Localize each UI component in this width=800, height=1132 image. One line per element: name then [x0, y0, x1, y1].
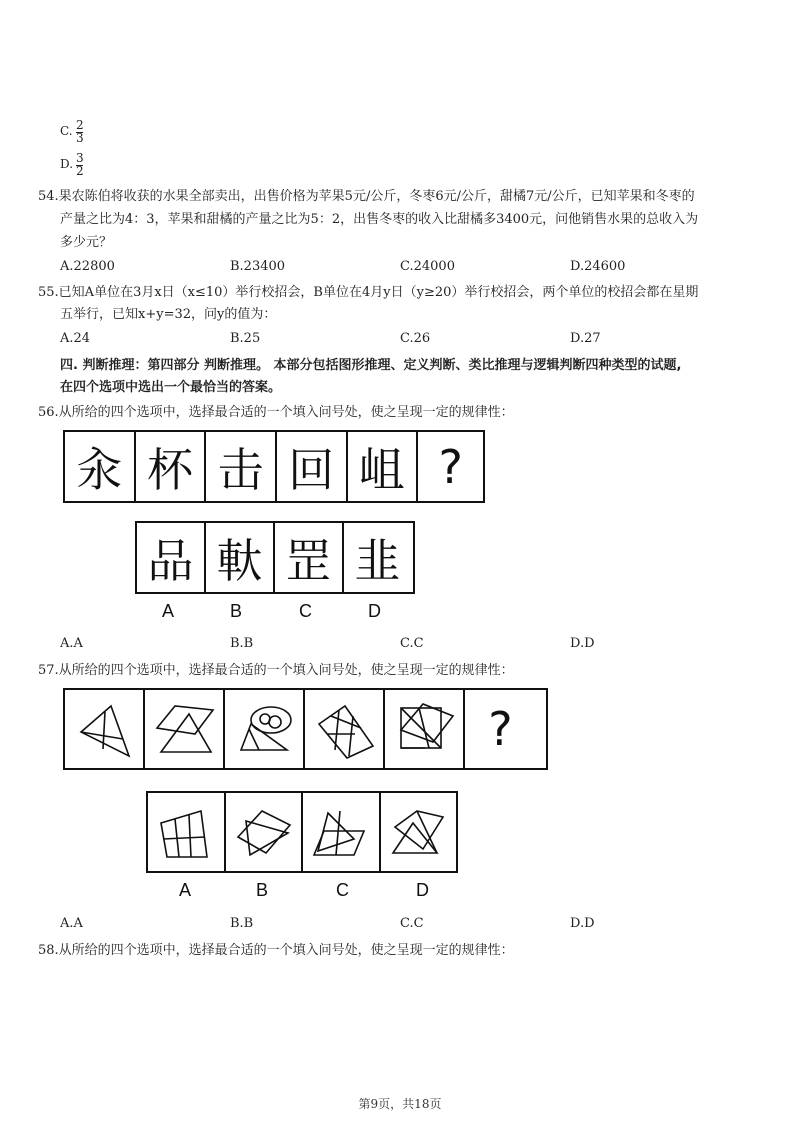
q53-option-c-numerator: 2: [76, 118, 84, 132]
q57-choice-label-d: D: [416, 880, 429, 900]
q57-choice-label-a: A: [179, 880, 192, 900]
q57-sequence-row: [63, 688, 548, 770]
square-lines-triangle-figure: [389, 694, 459, 764]
q55-option-d[interactable]: D.27: [570, 331, 601, 346]
page-footer: 第9页，共18页: [358, 1097, 442, 1111]
quadrilateral-grid-figure: [309, 694, 379, 764]
q56-question-mark: ?: [438, 439, 463, 494]
q53-option-d-prefix: D.: [60, 157, 74, 171]
q55-option-c[interactable]: C.26: [400, 331, 431, 346]
q57-option-b[interactable]: B.B: [230, 916, 254, 931]
q54-stem-line3: 多少元？: [60, 235, 113, 250]
q56-option-b[interactable]: B.B: [230, 636, 254, 651]
q57-seq-cell-2: [145, 690, 225, 768]
q56-seq-cell-3: 击: [206, 432, 277, 501]
q57-seq-cell-3: [225, 690, 305, 768]
q57-seq-cell-1: [65, 690, 145, 768]
ellipse-circles-triangle-figure: [229, 694, 299, 764]
triangle-parallelogram-figure: [306, 797, 376, 867]
q57-option-c[interactable]: C.C: [400, 916, 424, 931]
q57-choice-label-b: B: [256, 880, 269, 900]
section-heading-line1: 四. 判断推理：第四部分 判断推理。 本部分包括图形推理、定义判断、类比推理与逻辑判断四种类型的试题,: [60, 358, 682, 373]
parallelogram-triangle-figure: [149, 694, 219, 764]
q55-option-b[interactable]: B.25: [230, 331, 261, 346]
q56-choice-label-a: A: [162, 601, 175, 621]
q57-stem: 57.从所给的四个选项中，选择最合适的一个填入问号处，使之呈现一定的规律性：: [38, 663, 514, 678]
q58-stem: 58.从所给的四个选项中，选择最合适的一个填入问号处，使之呈现一定的规律性：: [38, 943, 514, 958]
q55-stem-line1: 55.已知A单位在3月x日（x≤10）举行校招会，B单位在4月y日（y≥20）举行校招会，两个单位的校招会都在星期: [38, 285, 699, 300]
q56-seq-cell-2: 杯: [136, 432, 207, 501]
overlapping-parallelogram-figure: [228, 797, 298, 867]
q56-seq-cell-4: 回: [277, 432, 348, 501]
q53-option-d-numerator: 3: [76, 151, 84, 165]
q54-option-a[interactable]: A.22800: [60, 259, 115, 274]
q54-option-d[interactable]: D.24600: [570, 259, 626, 274]
q53-option-c: [60, 118, 90, 148]
q56-choice-b[interactable]: 軑: [206, 523, 275, 592]
q54-stem-line2: 产量之比为4：3，苹果和甜橘的产量之比为5：2，出售冬枣的收入比甜橘多3400元，问他销售水果的总收入为: [60, 212, 699, 227]
q57-question-mark: ?: [488, 702, 513, 756]
q57-choices-row: [146, 791, 458, 873]
q57-option-d[interactable]: D.D: [570, 916, 595, 931]
q53-option-d-denominator: 2: [76, 164, 84, 178]
q56-choice-label-b: B: [230, 601, 243, 621]
q56-option-c[interactable]: C.C: [400, 636, 424, 651]
q56-seq-cell-1: 汆: [65, 432, 136, 501]
triangle-line-figure: [69, 694, 139, 764]
q56-option-d[interactable]: D.D: [570, 636, 595, 651]
q56-choice-d[interactable]: 韭: [354, 533, 401, 588]
q56-choice-label-c: C: [299, 601, 312, 621]
q56-choice-a[interactable]: 品: [137, 523, 206, 592]
q55-stem-line2: 五举行，已知x+y=32，问y的值为：: [60, 307, 277, 322]
q55-option-a[interactable]: A.24: [60, 331, 91, 346]
q56-stem: 56.从所给的四个选项中，选择最合适的一个填入问号处，使之呈现一定的规律性：: [38, 405, 514, 420]
q54-option-c[interactable]: C.24000: [400, 259, 455, 274]
q57-choice-b[interactable]: [226, 793, 304, 871]
q57-choice-c[interactable]: [303, 793, 381, 871]
rhombus-triangle-figure: [383, 797, 453, 867]
q56-choices-row: [135, 521, 415, 594]
q56-choice-label-d: D: [368, 601, 381, 621]
q56-option-a[interactable]: A.A: [60, 636, 83, 651]
q54-option-b[interactable]: B.23400: [230, 259, 286, 274]
q56-choice-c[interactable]: 罡: [275, 523, 344, 592]
q53-option-d: [60, 151, 90, 181]
q54-stem-line1: 54.果农陈伯将收获的水果全部卖出，出售价格为苹果5元/公斤，冬枣6元/公斤，甜橘7元/公斤，已知苹果和冬枣的: [38, 189, 695, 204]
q53-option-c-prefix: C.: [60, 124, 73, 138]
q57-choice-d[interactable]: [381, 793, 457, 871]
q57-seq-cell-5: [385, 690, 465, 768]
q57-option-a[interactable]: A.A: [60, 916, 83, 931]
grid-pentagon-figure: [151, 797, 221, 867]
q56-seq-cell-5: 岨: [348, 432, 419, 501]
section-heading-line2: 在四个选项中选出一个最恰当的答案。: [60, 380, 282, 395]
q57-choice-a[interactable]: [148, 793, 226, 871]
q57-seq-cell-4: [305, 690, 385, 768]
q53-option-c-denominator: 3: [76, 131, 84, 145]
q57-choice-label-c: C: [336, 880, 349, 900]
q56-sequence-row: [63, 430, 485, 503]
